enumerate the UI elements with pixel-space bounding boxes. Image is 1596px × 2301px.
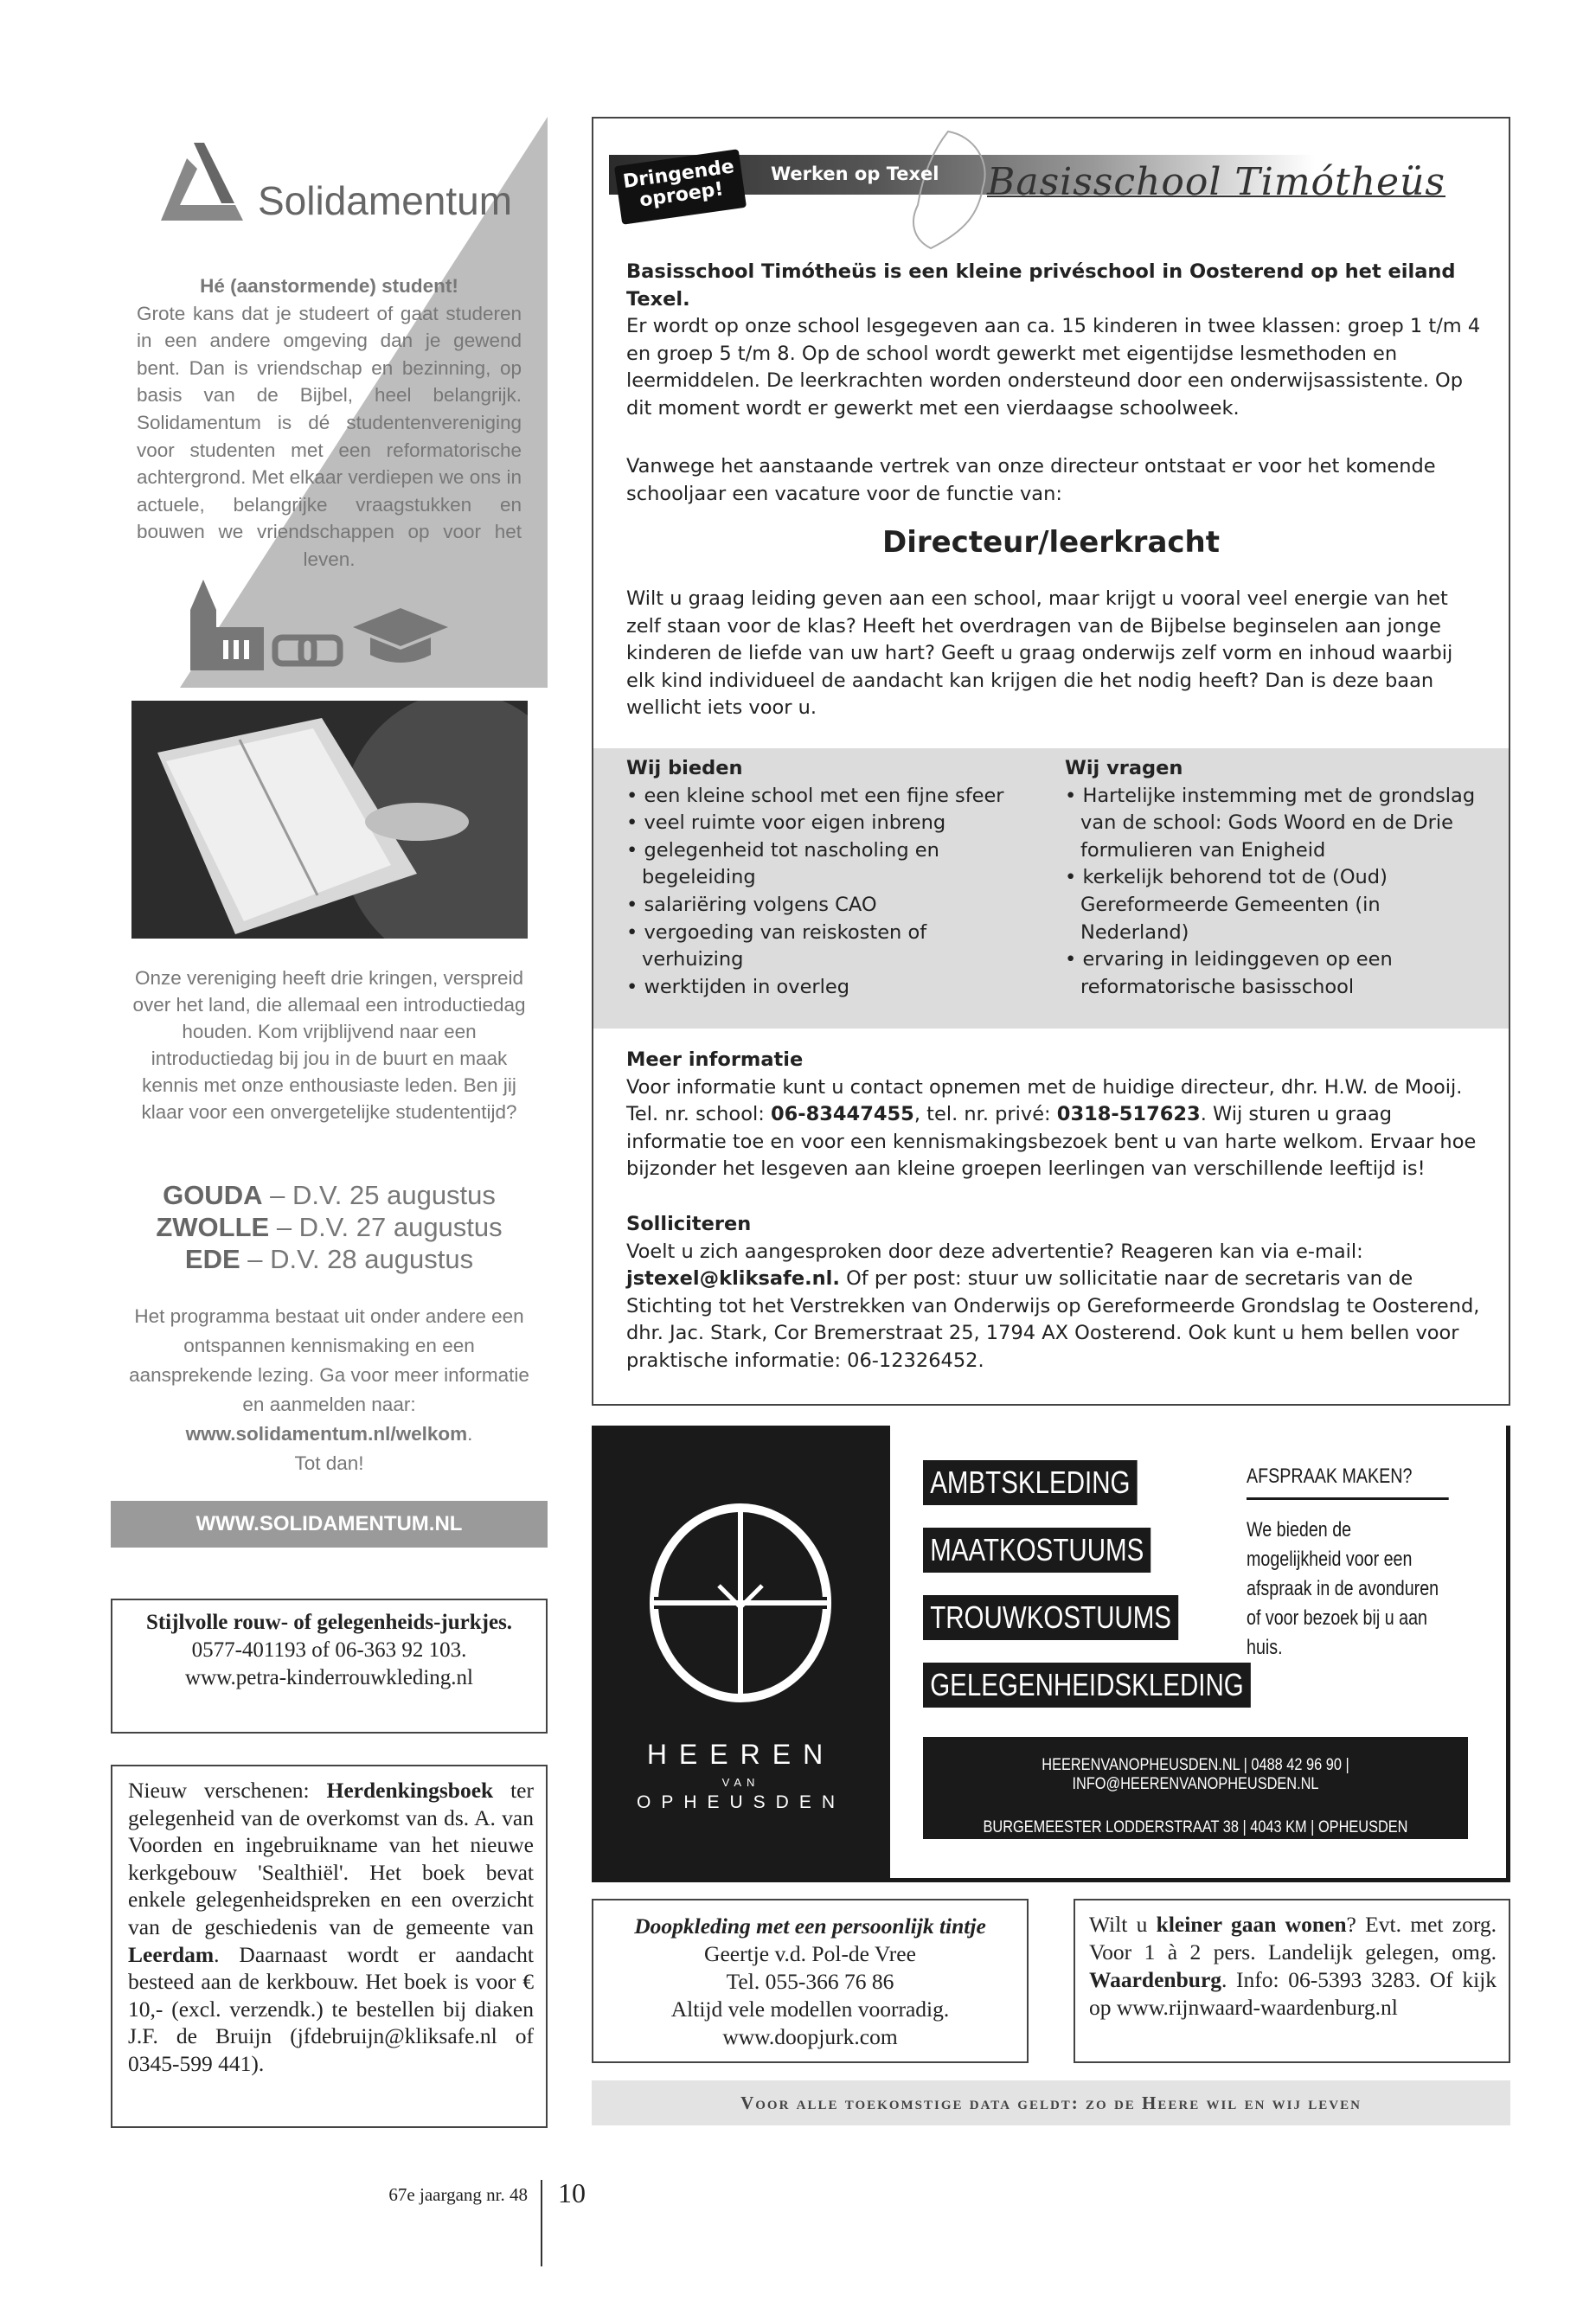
programma-text: Het programma bestaat uit onder andere een ontspannen kennismaking en een aansprekende lezing. Ga voor meer informatie en aanmelden naar: www.solidamentum.nl/welkom. Tot dan! [129,1305,529,1474]
afspraak-text: We bieden de mogelijkheid voor een afspraak in de avonduren of voor bezoek bij u aan huis. [1247,1518,1439,1659]
lead-text: Basisschool Timótheüs is een kleine privéschool in Oosterend op het eiland Texel. [626,260,1456,311]
introduction-dates [111,1179,548,1275]
jurkjes-phone: 0577-401193 of 06-363 92 103. [191,1638,467,1662]
kleiner-wonen-ad: Wilt u kleiner gaan wonen? Evt. met zorg. Voor 1 à 2 pers. Landelijk gelegen, omg. Waardenburg. Info: 06-5393 3283. Of kijk op www.rijnwaard-waardenburg.nl [1074,1899,1510,2063]
timotheus-vacancy-ad [592,117,1510,1406]
church-link-graduation-icon [180,575,474,670]
list-item: • kerkelijk behorend tot de (Oud) Gereformeerde Gemeenten (in Nederland) [1065,864,1480,946]
wij-bieden-heading: Wij bieden [626,757,743,779]
contact-web-phone-email[interactable]: HEERENVANOPHEUSDEN.NL | 0488 42 96 90 | INFO@HEERENVANOPHEUSDEN.NL [1042,1756,1349,1793]
date-gouda: GOUDA – D.V. 25 augustus [163,1180,496,1210]
afspraak-block [1247,1465,1450,1663]
apply-section: Solliciteren Voelt u zich aangesproken door deze advertentie? Reageren kan via e-mail: jstexel@kliksafe.nl. Of per post: stuur uw sollicitatie naar de secretaris van de Stichting tot het Verstrekken van Onderwijs op Gereformeerde Grondslag te Oosterend, dhr. Jac. Stark, Cor Bremerstraat 25, 1794 AX Oosterend. Ook kunt u hem bellen voor praktische informatie: 06-12326452. [626,1213,1480,1372]
solidamentum-logo: Solidamentum [258,178,513,223]
school-phone: 06-83447455 [770,1103,914,1126]
place-name: Leerdam [128,1941,215,1967]
solidamentum-website-bar[interactable]: WWW.SOLIDAMENTUM.NL [111,1501,548,1548]
private-phone: 0318-517623 [1056,1103,1201,1126]
list-item: • een kleine school met een fijne sfeer [626,783,1033,811]
more-info-section: Meer informatie Voor informatie kunt u contact opnemen met de huidige directeur, dhr. H.W. de Mooij. Tel. nr. school: 06-83447455, tel. nr. privé: 0318-517623. Wij sturen u graag informatie toe en voor een kennismakingsbezoek bent u van harte welkom. Ervaar hoe bijzonder het lesgeven aan kleine groepen leerlingen van verschillende leeftijd is! [626,1048,1477,1181]
list-item: • werktijden in overleg [626,974,1033,1002]
urgent-badge: Dringende oproep! [614,149,747,225]
apply-email[interactable]: jstexel@kliksafe.nl. [626,1267,840,1291]
texel-island-outline-icon [896,127,1000,257]
tag-maatkostuums: MAATKOSTUUMS [923,1528,1151,1573]
intro-heading: Hé (aanstormende) student! [200,275,458,297]
doopkleding-ad [592,1899,1029,2063]
volume-number: 67e jaargang nr. 48 [388,2184,528,2205]
page-number: 10 [558,2177,586,2208]
werken-op-texel-label: Werken op Texel [771,163,939,184]
date-ede: EDE – D.V. 28 augustus [184,1244,474,1274]
wij-bieden-list [626,755,1033,1001]
wij-vragen-list [1065,755,1480,1001]
heeren-white-panel [890,1426,1506,1878]
afspraak-heading: AFSPRAAK MAKEN? [1247,1465,1449,1500]
more-info-heading: Meer informatie [626,1048,804,1071]
heeren-logo-icon [645,1499,836,1707]
welkom-link[interactable]: www.solidamentum.nl/welkom [185,1423,468,1445]
list-item: • veel ruimte voor eigen inbreng [626,810,1033,837]
heeren-brand: HEEREN VAN OPHEUSDEN [636,1739,846,1812]
footer-divider [541,2180,542,2266]
tag-gelegenheidskleding: GELEGENHEIDSKLEDING [923,1663,1251,1708]
intro-text [137,272,522,574]
page-footer [0,2158,1596,2279]
school-name-script: Basisschool Timótheüs [987,160,1446,204]
solidamentum-ad [111,117,548,1561]
heeren-van-opheusden-ad [592,1426,1510,1882]
date-zwolle: ZWOLLE – D.V. 27 augustus [156,1212,503,1242]
doopkleding-name: Geertje v.d. Pol-de Vree [704,1941,916,1966]
vacancy-intro: Vanwege het aanstaande vertrek van onze directeur ontstaat er voor het komende schooljaar een vacature voor de functie van: [626,455,1436,505]
vereniging-text: Onze vereniging heeft drie kringen, verspreid over het land, die allemaal een introductiedag houden. Kom vrijblijvend naar een introductiedag bij jou in de buurt en maak kennis met onze enthousiaste leden. Ben jij klaar voor een onvergetelijke studententijd? [132,967,526,1123]
job-title: Directeur/leerkracht [881,525,1221,560]
bible-reading-photo [131,701,528,939]
doopkleding-website[interactable]: www.doopjurk.com [722,2024,898,2049]
contact-bar [923,1737,1468,1839]
list-item: • ervaring in leidinggeven op een reformatorische basisschool [1065,946,1480,1001]
job-description: Wilt u graag leiding geven aan een school, maar krijgt u vooral veel energie van het zelf staan voor de klas? Heeft het overdragen van de Bijbelse beginselen aan jonge kinderen de liefde van uw hart? Geeft u graag onderwijs zelf vorm en inhoud waarbij elk kind individueel de aandacht kan krijgen die het nodig heeft? Dan is deze baan wellicht iets voor u. [626,587,1453,720]
tag-trouwkostuums: TROUWKOSTUUMS [923,1595,1178,1640]
list-item: • Hartelijke instemming met de grondslag van de school: Gods Woord en de Drie formulieren van Enigheid [1065,783,1480,865]
doopkleding-heading: Doopkleding met een persoonlijk tintje [634,1913,986,1939]
school-description: Er wordt op onze school lesgegeven aan ca. 15 kinderen in twee klassen: groep 1 t/m 4 en groep 5 t/m 8. Op de school wordt gewerkt met eigentijdse lesmethoden en leermiddelen. De leerkrachten worden ondersteund door een onderwijsassistente. Op dit moment wordt er gewerkt met een vierdaagse schoolweek. [626,315,1481,420]
contact-address: BURGEMEESTER LODDERSTRAAT 38 | 4043 KM | OPHEUSDEN [983,1818,1408,1836]
solidamentum-logo-icon [152,143,247,229]
jurkjes-website[interactable]: www.petra-kinderrouwkleding.nl [184,1666,473,1689]
tag-ambtskleding: AMBTSKLEDING [923,1460,1138,1505]
wij-vragen-heading: Wij vragen [1065,757,1183,779]
doopkleding-phone: Tel. 055-366 76 86 [726,1969,894,1994]
list-item: • gelegenheid tot nascholing en begeleiding [626,837,1033,892]
intro-body: Grote kans dat je studeert of gaat studeren in een andere omgeving dan je gewend bent. Dan is vriendschap en bezinning, op basis van de Bijbel, heel belangrijk. Solidamentum is dé studentenvereniging voor studenten met een reformatorische achtergrond. Met elkaar verdiepen we ons in actuele, belangrijke vraagstukken en bouwen we vriendschappen op voor het leven. [137,302,522,570]
jurkjes-heading: Stijlvolle rouw- of gelegenheids-jurkjes. [145,1611,513,1634]
book-title: Herdenkingsboek [326,1778,494,1803]
closing-text: Tot dan! [294,1452,364,1474]
jurkjes-ad [111,1599,548,1734]
doopkleding-stock: Altijd vele modellen voorradig. [670,1997,950,2022]
list-item: • vergoeding van reiskosten of verhuizing [626,920,1033,974]
list-item: • salariëring volgens CAO [626,892,1033,920]
deo-volente-bar: Voor alle toekomstige data geldt: zo de Heere wil en wij leven [592,2080,1510,2125]
herdenkingsboek-ad: Nieuw verschenen: Herdenkingsboek ter gelegenheid van de overkomst van ds. A. van Voorden en ingebruikname van het nieuwe kerkgebouw 'Sealthiël'. Het boek bevat enkele gelegenheidspreken en een overzicht van de geschiedenis van de gemeente van Leerdam. Daarnaast wordt er aandacht besteed aan de kerkbouw. Het boek is voor € 10,- (excl. verzendk.) te bestellen bij diaken J.F. de Bruijn (jfdebruijn@kliksafe.nl of 0345-599 441). [111,1765,548,2128]
apply-heading: Solliciteren [626,1213,752,1235]
